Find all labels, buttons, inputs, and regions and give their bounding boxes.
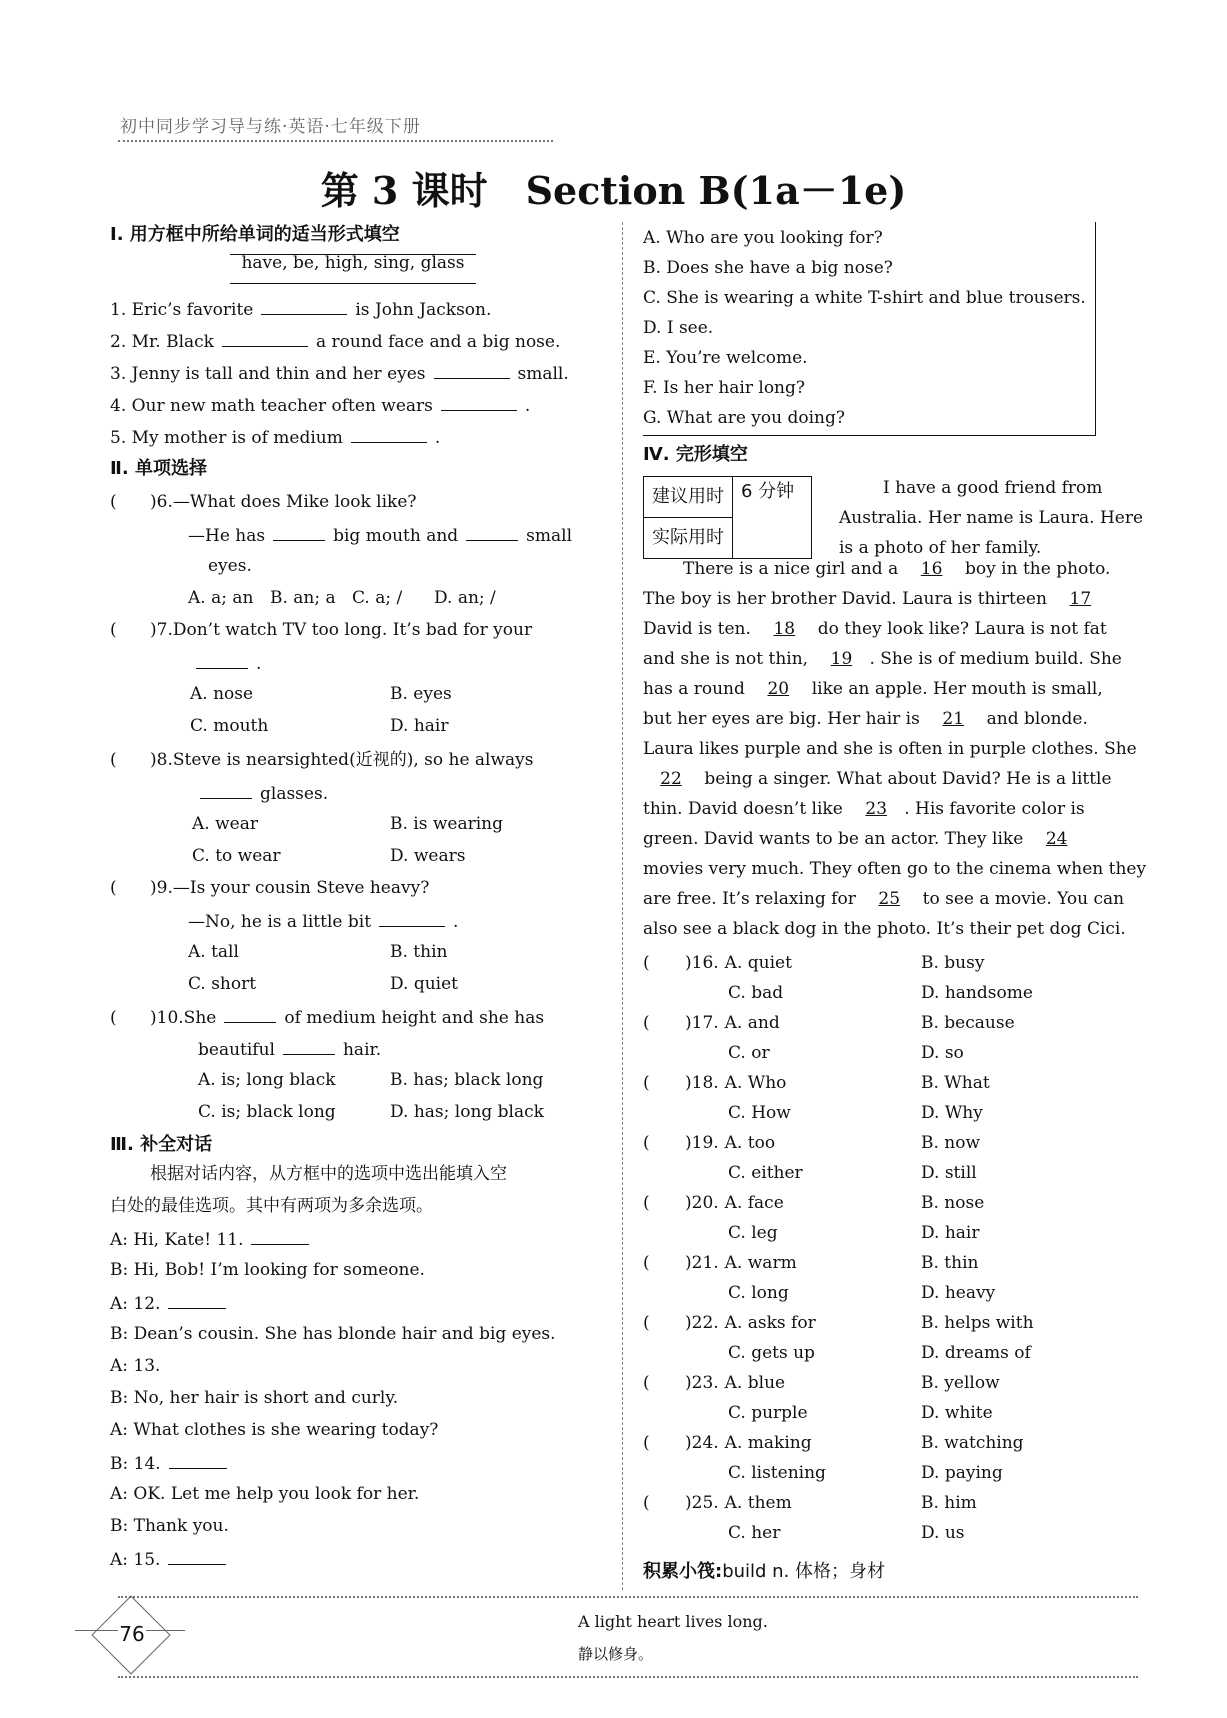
passage-text: The boy is her brother David. Laura is thirteen [643, 589, 1053, 609]
option: C. How [728, 1103, 791, 1123]
passage-text: to see a movie. You can [917, 889, 1125, 909]
passage-line [643, 824, 1085, 854]
question-number: )7. [150, 620, 173, 640]
item-text: 5. My mother is of medium [110, 428, 343, 448]
dialogue-line [110, 1294, 234, 1313]
option: A. a; an [188, 588, 254, 608]
footer-bottom-line [118, 1676, 1138, 1678]
answer-paren: ( [110, 620, 117, 640]
cloze-question [643, 1193, 985, 1213]
option: A. nose [190, 684, 254, 704]
answer-blank[interactable] [168, 1550, 226, 1565]
option: B. yellow [921, 1373, 1000, 1393]
option: A. face [724, 1193, 784, 1213]
passage-line [643, 584, 1108, 614]
dialogue-text: A: Hi, Kate! 11. [110, 1230, 244, 1250]
cloze-question [643, 1313, 1034, 1333]
answer-paren: ( [110, 1008, 117, 1028]
option: C. gets up [728, 1343, 815, 1363]
question-number: )17. [685, 1013, 719, 1033]
cloze-blank[interactable]: 20 [767, 679, 790, 699]
item-text: . [524, 396, 531, 416]
passage-line [643, 614, 1107, 644]
option: C. long [728, 1283, 789, 1303]
dialogue-option: D. I see. [643, 318, 714, 338]
option: C. leg [728, 1223, 778, 1243]
option: C. or [728, 1043, 770, 1063]
option: B. busy [921, 953, 985, 973]
answer-blank[interactable] [200, 784, 252, 799]
item-text: 1. Eric’s favorite [110, 300, 254, 320]
question-number: )22. [685, 1313, 719, 1333]
question-number: )20. [685, 1193, 719, 1213]
question-7 [110, 622, 532, 639]
option: B. an; a [270, 588, 336, 608]
dialogue-line [110, 1518, 229, 1535]
dialogue-line [110, 1262, 425, 1279]
question-9 [110, 880, 429, 897]
answer-blank[interactable] [224, 1008, 276, 1023]
answer-blank[interactable] [251, 1230, 309, 1245]
fill-item [110, 300, 491, 319]
dialogue-line [110, 1358, 160, 1375]
option: D. has; long black [390, 1102, 544, 1122]
option: A. wear [192, 814, 258, 834]
word-box: have, be, high, sing, glass [230, 254, 476, 284]
dialogue-text: B: No, her hair is short and curly. [110, 1388, 399, 1408]
question-6 [110, 494, 417, 511]
option: B. is wearing [390, 814, 504, 834]
passage-text: do they look like? Laura is not fat [812, 619, 1107, 639]
option: C. a; / [352, 588, 403, 608]
option: A. tall [188, 942, 239, 962]
item-text: 2. Mr. Black [110, 332, 214, 352]
option: C. to wear [192, 846, 281, 866]
question-number: )21. [685, 1253, 719, 1273]
cloze-question [643, 1253, 979, 1273]
passage-text: . His favorite color is [904, 799, 1085, 819]
cloze-blank[interactable]: 17 [1069, 589, 1092, 609]
part3-heading: Ⅲ. 补全对话 [110, 1134, 213, 1155]
question-text: small [526, 526, 573, 546]
answer-paren: ( [643, 1373, 650, 1393]
option: B. helps with [921, 1313, 1034, 1333]
question-7-line2 [188, 654, 261, 673]
question-text: of medium height and she has [284, 1008, 545, 1028]
option: B. thin [390, 942, 448, 962]
part3-instruction-1: 根据对话内容，从方框中的选项中选出能填入空 [150, 1164, 507, 1184]
option: A. quiet [724, 953, 792, 973]
intro-line: I have a good friend from [883, 478, 1103, 498]
dialogue-line [110, 1454, 235, 1473]
question-text: hair. [342, 1040, 382, 1060]
question-text: beautiful [198, 1040, 275, 1060]
item-text: is John Jackson. [355, 300, 492, 320]
answer-paren: ( [643, 1133, 650, 1153]
column-divider [622, 222, 623, 1590]
question-text: —Is your cousin Steve heavy? [172, 878, 430, 898]
passage-text: boy in the photo. [959, 559, 1111, 579]
cloze-question [643, 1493, 977, 1513]
dialogue-text: A: 15. [110, 1550, 161, 1570]
page-title: 第 3 课时 Section B(1a－1e) [320, 168, 907, 213]
answer-paren: ( [643, 1433, 650, 1453]
option: D. dreams of [921, 1343, 1031, 1363]
dialogue-text: B: Dean’s cousin. She has blonde hair and big eyes. [110, 1324, 556, 1344]
option: C. short [188, 974, 257, 994]
answer-blank[interactable] [196, 654, 248, 669]
option: A. them [724, 1493, 792, 1513]
dialogue-line [110, 1422, 438, 1439]
passage-line [683, 554, 1110, 584]
answer-blank[interactable] [434, 364, 510, 379]
part4-heading: Ⅳ. 完形填空 [643, 444, 748, 465]
question-number: )23. [685, 1373, 719, 1393]
option: B. eyes [390, 684, 452, 704]
answer-blank[interactable] [261, 300, 347, 315]
option: C. is; black long [198, 1102, 336, 1122]
question-text: Steve is nearsighted(近视的), so he always [172, 750, 534, 770]
answer-paren: ( [643, 1313, 650, 1333]
time-label-suggested: 建议用时 [644, 477, 733, 518]
dialogue-option: F. Is her hair long? [643, 378, 806, 398]
tip-line [643, 1563, 885, 1581]
passage-line [643, 764, 1112, 794]
option: C. either [728, 1163, 803, 1183]
answer-paren: ( [643, 1493, 650, 1513]
option: A. is; long black [198, 1070, 336, 1090]
intro-line: Australia. Her name is Laura. Here [839, 508, 1144, 528]
passage-text: green. David wants to be an actor. They like [643, 829, 1029, 849]
passage-text: thin. David doesn’t like [643, 799, 849, 819]
dialogue-text: A: 12. [110, 1294, 161, 1314]
answer-paren: ( [643, 1193, 650, 1213]
option: D. still [921, 1163, 977, 1183]
passage-line [643, 644, 1122, 674]
option: D. Why [921, 1103, 983, 1123]
dialogue-option: G. What are you doing? [643, 408, 845, 428]
passage-text: David is ten. [643, 619, 757, 639]
option: D. so [921, 1043, 964, 1063]
question-6-line2 [188, 526, 572, 545]
passage-text: and blonde. [981, 709, 1088, 729]
passage-text: and she is not thin, [643, 649, 814, 669]
passage-text: . She is of medium build. She [869, 649, 1122, 669]
answer-paren: ( [110, 492, 117, 512]
footer-top-line [118, 1596, 1138, 1598]
option: B. What [921, 1073, 990, 1093]
option: C. listening [728, 1463, 826, 1483]
passage-text: are free. It’s relaxing for [643, 889, 862, 909]
dialogue-text: A: 13. [110, 1356, 161, 1376]
option: B. nose [921, 1193, 985, 1213]
question-text: —He has [188, 526, 266, 546]
question-number: )25. [685, 1493, 719, 1513]
passage-line [643, 914, 1126, 944]
option: D. paying [921, 1463, 1003, 1483]
cloze-blank[interactable]: 18 [773, 619, 796, 639]
dialogue-option: C. She is wearing a white T-shirt and blue trousers. [643, 288, 1086, 308]
part2-heading: Ⅱ. 单项选择 [110, 458, 207, 479]
tip-text: build n. 体格；身材 [722, 1561, 886, 1582]
item-text: . [434, 428, 441, 448]
page-number: 76 [119, 1622, 145, 1646]
cloze-blank[interactable]: 19 [830, 649, 853, 669]
passage-line [643, 854, 1146, 884]
cloze-blank[interactable]: 24 [1045, 829, 1068, 849]
question-number: )16. [685, 953, 719, 973]
passage-line [643, 704, 1088, 734]
item-text: 4. Our new math teacher often wears [110, 396, 433, 416]
option: A. warm [724, 1253, 797, 1273]
option: D. wears [390, 846, 466, 866]
option: B. has; black long [390, 1070, 544, 1090]
answer-paren: ( [643, 1253, 650, 1273]
cloze-blank[interactable]: 22 [660, 769, 682, 789]
question-text: . [453, 912, 459, 932]
passage-line [643, 794, 1085, 824]
question-text: big mouth and [333, 526, 459, 546]
dialogue-text: A: What clothes is she wearing today? [110, 1420, 439, 1440]
question-text: She [183, 1008, 217, 1028]
option: C. purple [728, 1403, 808, 1423]
option: B. thin [921, 1253, 979, 1273]
question-text: —No, he is a little bit [188, 912, 372, 932]
passage-text: movies very much. They often go to the cinema when they [643, 859, 1147, 879]
item-text: a round face and a big nose. [315, 332, 561, 352]
option: D. hair [921, 1223, 980, 1243]
question-9-line2 [188, 912, 458, 931]
question-text: . [256, 654, 262, 674]
question-number: )24. [685, 1433, 719, 1453]
cloze-blank[interactable]: 21 [942, 709, 965, 729]
option: D. quiet [390, 974, 458, 994]
answer-blank[interactable] [351, 428, 427, 443]
cloze-question [643, 1073, 990, 1093]
option: D. an; / [434, 588, 496, 608]
dialogue-option: B. Does she have a big nose? [643, 258, 893, 278]
question-text: Don’t watch TV too long. It’s bad for your [172, 620, 533, 640]
passage-text: has a round [643, 679, 751, 699]
question-8 [110, 752, 534, 769]
question-number: )19. [685, 1133, 719, 1153]
answer-blank[interactable] [466, 526, 518, 541]
option: A. blue [724, 1373, 786, 1393]
passage-line [643, 674, 1103, 704]
answer-paren: ( [643, 1073, 650, 1093]
answer-paren: ( [643, 1013, 650, 1033]
item-text: small. [517, 364, 569, 384]
option: C. mouth [190, 716, 269, 736]
question-text: —What does Mike look like? [172, 492, 417, 512]
cloze-blank[interactable]: 23 [865, 799, 888, 819]
dialogue-text: B: Thank you. [110, 1516, 229, 1536]
passage-line [643, 734, 1137, 764]
item-text: 3. Jenny is tall and thin and her eyes [110, 364, 426, 384]
answer-blank[interactable] [222, 332, 308, 347]
fill-item [110, 428, 440, 447]
question-number: )9. [150, 878, 173, 898]
option: D. handsome [921, 983, 1033, 1003]
option: B. him [921, 1493, 977, 1513]
answer-blank[interactable] [273, 526, 325, 541]
dialogue-line [110, 1326, 556, 1343]
cloze-question [643, 1013, 1015, 1033]
dialogue-line [110, 1390, 398, 1407]
cloze-blank[interactable]: 25 [878, 889, 901, 909]
part1-heading: Ⅰ. 用方框中所给单词的适当形式填空 [110, 224, 400, 245]
footer-motto-cn: 静以修身。 [578, 1645, 654, 1663]
time-label-actual: 实际用时 [644, 518, 733, 559]
part3-instruction-2: 白处的最佳选项。其中有两项为多余选项。 [110, 1196, 433, 1216]
option: D. us [921, 1523, 965, 1543]
answer-paren: ( [643, 953, 650, 973]
dialogue-line [110, 1230, 317, 1249]
header-divider [118, 140, 553, 142]
answer-blank[interactable] [168, 1294, 226, 1309]
question-number: )8. [150, 750, 173, 770]
passage-text: like an apple. Her mouth is small, [806, 679, 1103, 699]
time-box [643, 476, 812, 559]
option: C. her [728, 1523, 781, 1543]
time-value: 6 分钟 [733, 477, 812, 559]
dialogue-text: B: Hi, Bob! I’m looking for someone. [110, 1260, 425, 1280]
option: B. now [921, 1133, 981, 1153]
book-header: 初中同步学习导与练·英语·七年级下册 [120, 117, 421, 137]
question-6-line3: eyes. [208, 556, 252, 576]
option: A. making [724, 1433, 812, 1453]
cloze-blank[interactable]: 16 [920, 559, 943, 579]
passage-text: also see a black dog in the photo. It’s their pet dog Cici. [643, 919, 1126, 939]
option: B. because [921, 1013, 1015, 1033]
cloze-question [643, 1373, 1000, 1393]
dialogue-line [110, 1486, 419, 1503]
answer-paren: ( [110, 878, 117, 898]
option: D. heavy [921, 1283, 996, 1303]
question-10-line2 [198, 1040, 381, 1059]
question-number: )18. [685, 1073, 719, 1093]
answer-paren: ( [110, 750, 117, 770]
dialogue-text: B: 14. [110, 1454, 161, 1474]
cloze-question [643, 1433, 1024, 1453]
question-8-line2 [192, 784, 328, 803]
option: C. bad [728, 983, 784, 1003]
fill-item [110, 364, 569, 383]
option: D. hair [390, 716, 449, 736]
dialogue-line [110, 1550, 234, 1569]
passage-text: There is a nice girl and a [683, 559, 904, 579]
question-number: )10. [150, 1008, 184, 1028]
passage-text: Laura likes purple and she is often in purple clothes. She [643, 739, 1137, 759]
question-text: glasses. [260, 784, 329, 804]
answer-blank[interactable] [283, 1040, 335, 1055]
question-10 [110, 1008, 544, 1027]
option: A. asks for [724, 1313, 816, 1333]
cloze-question [643, 953, 985, 973]
option: A. and [724, 1013, 780, 1033]
answer-blank[interactable] [169, 1454, 227, 1469]
cloze-question [643, 1133, 981, 1153]
option: B. watching [921, 1433, 1024, 1453]
option: A. too [724, 1133, 776, 1153]
answer-blank[interactable] [379, 912, 445, 927]
dialogue-text: A: OK. Let me help you look for her. [110, 1484, 420, 1504]
option: D. white [921, 1403, 993, 1423]
passage-text: being a singer. What about David? He is a little [699, 769, 1112, 789]
answer-blank[interactable] [441, 396, 517, 411]
fill-item [110, 332, 560, 351]
dialogue-option: A. Who are you looking for? [643, 228, 883, 248]
dialogue-option: E. You’re welcome. [643, 348, 808, 368]
question-number: )6. [150, 492, 173, 512]
option: A. Who [724, 1073, 787, 1093]
passage-line [643, 884, 1124, 914]
passage-text: but her eyes are big. Her hair is [643, 709, 926, 729]
fill-item [110, 396, 530, 415]
tip-label: 积累小筏: [643, 1561, 723, 1582]
footer-motto-en: A light heart lives long. [578, 1612, 768, 1631]
intro-line: is a photo of her family. [839, 538, 1042, 558]
